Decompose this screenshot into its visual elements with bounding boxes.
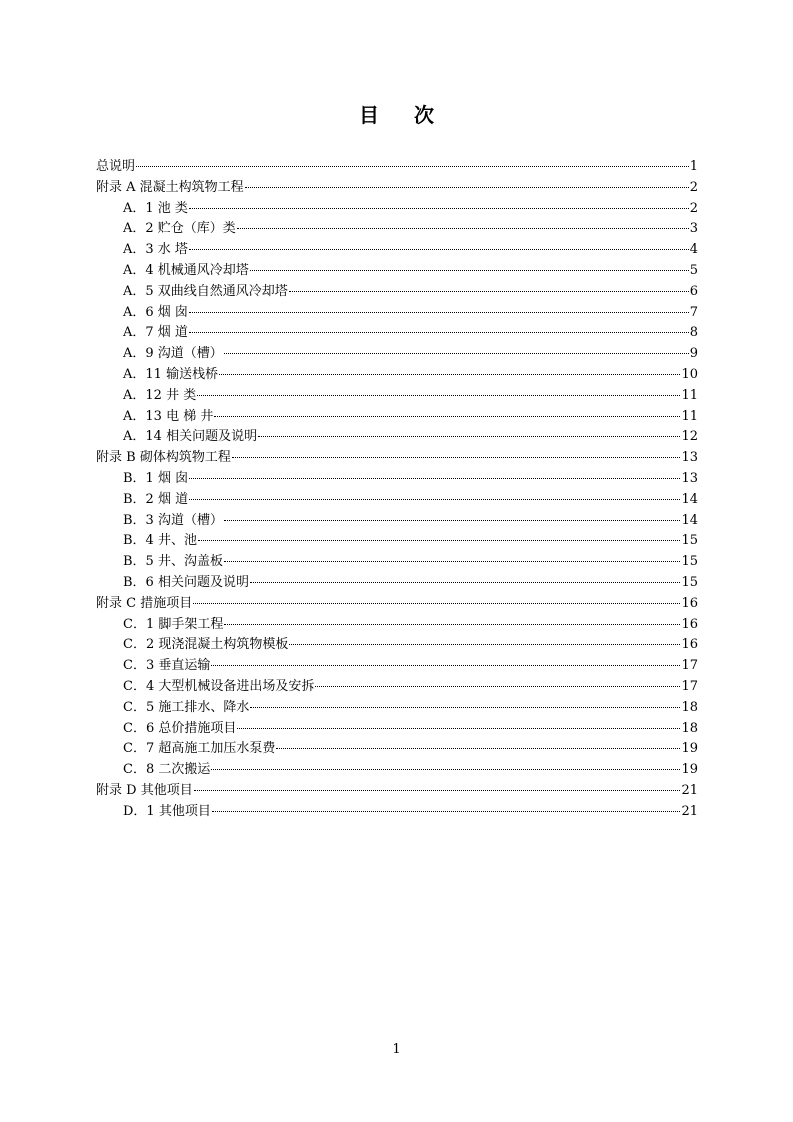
toc-dot-leader: [194, 790, 681, 791]
toc-entry-page: 19: [681, 741, 698, 757]
toc-entry-label: A．7 烟 道: [123, 325, 188, 341]
toc-entry-label: A．13 电 梯 井: [123, 408, 214, 424]
toc-entry-label: B．6 相关问题及说明: [123, 574, 249, 590]
toc-entry[interactable]: [96, 573, 698, 594]
toc-entry-page: 8: [689, 325, 698, 341]
toc-dot-leader: [224, 353, 689, 354]
toc-entry[interactable]: [96, 282, 698, 303]
toc-entry-page: 21: [681, 782, 698, 798]
toc-entry-page: 16: [681, 616, 698, 632]
toc-entry[interactable]: [96, 677, 698, 698]
toc-entry-label: A．12 井 类: [123, 387, 197, 403]
toc-entry[interactable]: [96, 698, 698, 719]
table-of-contents: [96, 157, 698, 823]
toc-dot-leader: [189, 312, 689, 313]
toc-dot-leader: [197, 395, 680, 396]
toc-entry-label: A．1 池 类: [123, 200, 188, 216]
toc-entry-label: B．4 井、池: [123, 533, 197, 549]
toc-dot-leader: [224, 520, 680, 521]
toc-entry-page: 16: [681, 595, 698, 611]
toc-entry-page: 3: [689, 221, 698, 237]
toc-entry-label: 附录 A 混凝土构筑物工程: [96, 179, 244, 195]
toc-entry[interactable]: [96, 469, 698, 490]
toc-entry-page: 17: [681, 678, 698, 694]
toc-dot-leader: [189, 208, 689, 209]
toc-entry-label: B．5 井、沟盖板: [123, 554, 223, 570]
toc-entry-label: C．2 现浇混凝土构筑物模板: [123, 637, 289, 653]
toc-entry-label: B．2 烟 道: [123, 491, 189, 507]
toc-entry-page: 9: [689, 346, 698, 362]
toc-entry-page: 2: [689, 200, 698, 216]
toc-entry[interactable]: [96, 760, 698, 781]
toc-dot-leader: [219, 374, 680, 375]
toc-entry[interactable]: [96, 219, 698, 240]
toc-entry[interactable]: [96, 303, 698, 324]
toc-entry-page: 15: [681, 533, 698, 549]
toc-dot-leader: [211, 769, 680, 770]
toc-dot-leader: [214, 416, 680, 417]
toc-dot-leader: [189, 499, 680, 500]
toc-entry-label: A．3 水 塔: [123, 242, 188, 258]
toc-entry-label: C．5 施工排水、降水: [123, 699, 250, 715]
toc-entry[interactable]: [96, 365, 698, 386]
toc-entry-label: A．4 机械通风冷却塔: [123, 262, 249, 278]
toc-entry-page: 12: [681, 429, 698, 445]
toc-entry-page: 18: [681, 699, 698, 715]
toc-entry-page: 15: [681, 574, 698, 590]
toc-entry[interactable]: [96, 781, 698, 802]
toc-entry-label: B．3 沟道（槽）: [123, 512, 223, 528]
toc-dot-leader: [193, 603, 680, 604]
toc-entry-label: 附录 C 措施项目: [96, 595, 193, 611]
toc-entry-label: D．1 其他项目: [123, 803, 211, 819]
toc-entry-label: C．1 脚手架工程: [123, 616, 224, 632]
toc-dot-leader: [250, 707, 680, 708]
toc-entry[interactable]: [96, 490, 698, 511]
toc-entry-page: 15: [681, 554, 698, 570]
toc-entry-label: C．6 总价措施项目: [123, 720, 237, 736]
toc-entry[interactable]: [96, 531, 698, 552]
toc-dot-leader: [198, 540, 680, 541]
toc-entry-page: 11: [681, 408, 698, 424]
toc-dot-leader: [237, 728, 680, 729]
toc-entry-label: A．2 贮仓（库）类: [123, 221, 236, 237]
toc-entry-page: 10: [681, 366, 698, 382]
toc-entry[interactable]: [96, 448, 698, 469]
toc-entry[interactable]: [96, 594, 698, 615]
toc-entry[interactable]: [96, 199, 698, 220]
toc-dot-leader: [258, 436, 680, 437]
toc-entry-page: 5: [689, 262, 698, 278]
toc-entry-page: 19: [681, 762, 698, 778]
toc-entry-label: B．1 烟 囱: [123, 470, 189, 486]
toc-entry[interactable]: [96, 427, 698, 448]
toc-dot-leader: [289, 644, 680, 645]
toc-entry-page: 18: [681, 720, 698, 736]
toc-dot-leader: [189, 249, 689, 250]
toc-entry[interactable]: [96, 407, 698, 428]
toc-entry-label: A．11 输送栈桥: [123, 366, 219, 382]
toc-entry-page: 11: [681, 387, 698, 403]
toc-dot-leader: [189, 478, 680, 479]
toc-entry-label: C．3 垂直运输: [123, 658, 211, 674]
toc-entry-page: 14: [681, 491, 698, 507]
toc-dot-leader: [276, 748, 680, 749]
toc-entry-page: 13: [681, 450, 698, 466]
toc-entry-label: A．6 烟 囱: [123, 304, 188, 320]
toc-entry[interactable]: [96, 344, 698, 365]
toc-entry-label: 附录 D 其他项目: [96, 782, 193, 798]
toc-dot-leader: [224, 624, 680, 625]
page-number: 1: [392, 1042, 401, 1057]
toc-dot-leader: [136, 166, 689, 167]
toc-entry-label: C．4 大型机械设备进出场及安拆: [123, 678, 315, 694]
toc-entry[interactable]: [96, 178, 698, 199]
toc-entry-page: 16: [681, 637, 698, 653]
toc-entry-page: 4: [689, 242, 698, 258]
page-title: 目 次: [359, 103, 448, 127]
toc-entry[interactable]: [96, 240, 698, 261]
toc-entry[interactable]: [96, 635, 698, 656]
toc-entry[interactable]: [96, 552, 698, 573]
toc-entry-page: 14: [681, 512, 698, 528]
toc-entry[interactable]: [96, 719, 698, 740]
toc-entry-label: A．14 相关问题及说明: [123, 429, 258, 445]
toc-dot-leader: [289, 291, 689, 292]
toc-entry-page: 21: [681, 803, 698, 819]
toc-entry[interactable]: [96, 511, 698, 532]
toc-entry[interactable]: [96, 739, 698, 760]
toc-dot-leader: [245, 187, 689, 188]
toc-entry-label: 附录 B 砌体构筑物工程: [96, 450, 231, 466]
toc-entry-page: 6: [689, 283, 698, 299]
toc-entry-page: 17: [681, 658, 698, 674]
toc-entry-page: 13: [681, 470, 698, 486]
toc-entry-label: A．5 双曲线自然通风冷却塔: [123, 283, 288, 299]
toc-entry[interactable]: [96, 656, 698, 677]
toc-entry-label: C．8 二次搬运: [123, 762, 211, 778]
toc-entry[interactable]: [96, 802, 698, 823]
toc-dot-leader: [212, 811, 681, 812]
toc-dot-leader: [232, 457, 681, 458]
toc-entry[interactable]: [96, 157, 698, 178]
toc-entry[interactable]: [96, 261, 698, 282]
toc-entry-page: 7: [689, 304, 698, 320]
toc-entry[interactable]: [96, 323, 698, 344]
toc-dot-leader: [189, 332, 689, 333]
toc-dot-leader: [315, 686, 680, 687]
toc-dot-leader: [211, 665, 680, 666]
toc-entry[interactable]: [96, 615, 698, 636]
toc-entry-page: 1: [689, 159, 698, 174]
toc-entry-page: 2: [689, 179, 698, 195]
toc-entry-label: 总说明: [96, 159, 136, 174]
toc-dot-leader: [224, 561, 680, 562]
toc-dot-leader: [237, 228, 689, 229]
toc-entry-label: C．7 超高施工加压水泵费: [123, 741, 276, 757]
toc-entry[interactable]: [96, 386, 698, 407]
toc-dot-leader: [250, 270, 689, 271]
toc-dot-leader: [250, 582, 680, 583]
toc-entry-label: A．9 沟道（槽）: [123, 346, 223, 362]
